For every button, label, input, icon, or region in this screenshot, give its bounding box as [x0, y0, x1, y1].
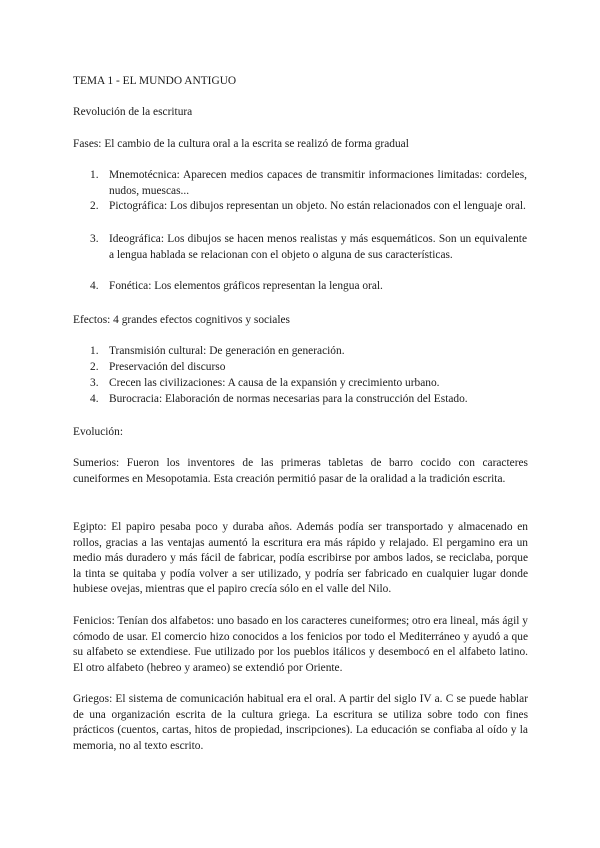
paragraph-egipto: Egipto: El papiro pesaba poco y duraba años. Además podía ser transportado y almacenado en rollos, gracias a las ventajas aumentó la escritura era más rápido y relajado. El pergamino era un medio más duradero y más fácil de fabricar, podía escribirse por ambos lados, se reciclaba, porque la tinta se quitaba y podía volver a ser utilizado, y podría ser fabricado en cualquier lugar donde hubiese ovejas, mientras que el papiro crecía sólo en el valle del Nilo. [73, 521, 528, 595]
paragraph-sumerios: Sumerios: Fueron los inventores de las primeras tabletas de barro cocido con caracteres cuneiformes en Mesopotamia. Esta creación permitió pasar de la oralidad a la tradición escrita. [73, 457, 528, 485]
evolution-heading: Evolución: [73, 426, 123, 438]
paragraph-fenicios: Fenicios: Tenían dos alfabetos: uno basado en los caracteres cuneiformes; otro era lineal, más ágil y cómodo de usar. El comercio hizo conocidos a los fenicios por todo el Mediterráneo y ayudó a que su alfabeto se extendiese. Fue utilizado por los pueblos itálicos y desembocó en el alfabeto latino. El otro alfabeto (hebreo y arameo) se extendió por Oriente. [73, 615, 528, 674]
effects-heading: Efectos: 4 grandes efectos cognitivos y sociales [73, 314, 290, 326]
document-title: TEMA 1 - EL MUNDO ANTIGUO [73, 75, 237, 87]
phases-heading: Fases: El cambio de la cultura oral a la escrita se realizó de forma gradual [73, 138, 409, 150]
section-subtitle: Revolución de la escritura [73, 106, 193, 118]
paragraph-griegos: Griegos: El sistema de comunicación habitual era el oral. A partir del siglo IV a. C se puede hablar de una organización escrita de la cultura griega. La escritura se utiliza sobre todo con fines prácticos (cuentos, cartas, hitos de propiedad, inscripciones). La educación se confiaba al oído y la memoria, no al texto escrito. [73, 693, 528, 752]
